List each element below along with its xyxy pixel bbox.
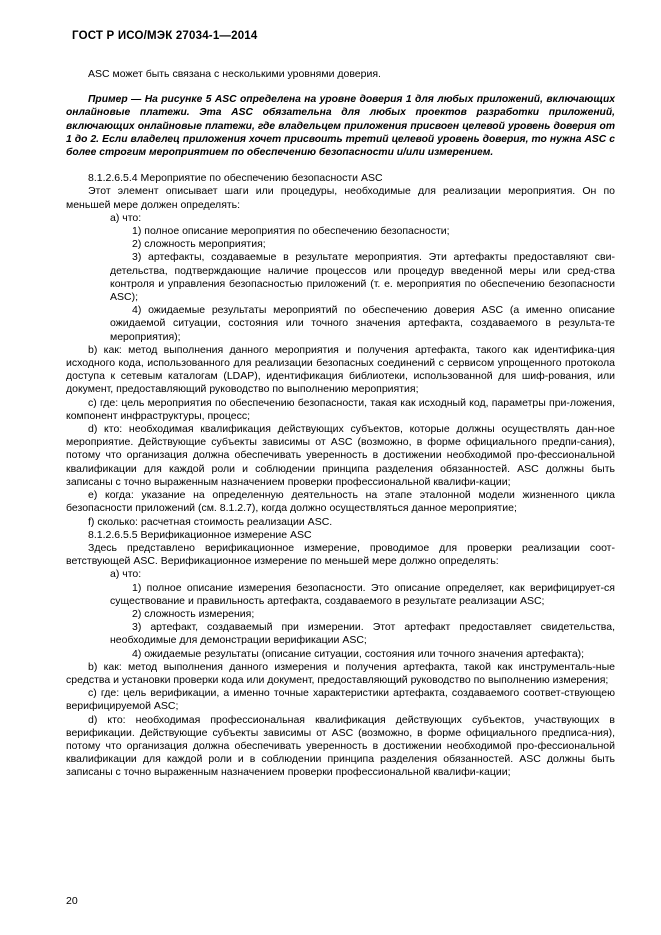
- list-item-s2-a-3: 3) артефакт, создаваемый при измерении. Этот артефакт предоставляет свидетельства, необходимые для демонстрации верификации ASC;: [110, 621, 615, 647]
- section-1-intro: Этот элемент описывает шаги или процедуры, необходимые для реализации мероприятия. Он по меньшей мере должен определять:: [66, 185, 615, 211]
- example-note: Пример — На рисунке 5 ASC определена на уровне доверия 1 для любых приложений, включающих онлайновые платежи. Эта ASC обязательна для любых проектов разработки приложений, включающих онлайновые платежи, где владельцем приложения присвоен целевой уровень доверия от 1 до 2. Если владелец приложения хочет присвоить третий целевой уровень доверия, то нужна ASC с более строгим мероприятием по обеспечению безопасности и/или измерением.: [66, 94, 615, 159]
- list-item-s1-a-4: 4) ожидаемые результаты мероприятий по обеспечению доверия ASC (а именно описание ожидаемой ситуации, состояния или точного значения артефакта, создаваемого в результа-те мероприятия);: [110, 304, 615, 343]
- list-item-s1-c: c) где: цель мероприятия по обеспечению безопасности, такая как исходный код, параметры при-ложения, компонент инфраструктуры, процесс;: [66, 396, 615, 422]
- list-item-s2-b: b) как: метод выполнения данного измерения и получения артефакта, такой как инструменталь-ные средства и установки проверки кода или документ, предоставляющий руководство по выполнению измерения;: [66, 660, 615, 686]
- list-item-s1-a-1: 1) полное описание мероприятия по обеспечению безопасности;: [132, 225, 450, 238]
- list-item-s1-d: d) кто: необходимая квалификация действующих субъектов, которые должны осуществлять дан-ное мероприятие. Действующие субъекты зависимы от ASC (возможно, в форме официального предпи-сания), потому что организация должна обеспечивать уверенность в достижении необходимой про-фессиональной квалификации для каждой роли и соблюдении принципа разделения обязанностей. ASC должны быть записаны с точно выраженным назначением проверки профессиональной квалифи-кации;: [66, 423, 615, 488]
- list-item-s1-a-2: 2) сложность мероприятия;: [132, 238, 266, 251]
- section-heading-8-1-2-6-5-4: 8.1.2.6.5.4 Мероприятие по обеспечению безопасности ASC: [88, 172, 383, 185]
- list-item-s1-f: f) сколько: расчетная стоимость реализации ASC.: [88, 515, 333, 528]
- list-item-s2-a: a) что:: [110, 568, 142, 581]
- list-item-s1-e: e) когда: указание на определенную деятельность на этапе эталонной модели жизненного цикла безопасности приложений (см. 8.1.2.7), когда должно осуществляться данное мероприятие;: [66, 489, 615, 515]
- page-number: 20: [66, 895, 78, 907]
- list-item-s2-c: c) где: цель верификации, а именно точные характеристики артефакта, создаваемого соответ-ствующею верифицируемой ASC;: [66, 687, 615, 713]
- list-item-s1-a: a) что:: [110, 211, 142, 224]
- page-title: ГОСТ Р ИСО/МЭК 27034-1—2014: [72, 30, 258, 42]
- list-item-s2-a-2: 2) сложность измерения;: [132, 607, 255, 620]
- document-body: [66, 68, 615, 780]
- list-item-s2-a-4: 4) ожидаемые результаты (описание ситуации, состояния или точного значения артефакта);: [132, 647, 585, 660]
- section-heading-8-1-2-6-5-5: 8.1.2.6.5.5 Верификационное измерение ASC: [88, 528, 312, 541]
- section-2-intro: Здесь представлено верификационное измерение, проводимое для проверки реализации соот-ветствующей ASC. Верификационное измерение по меньшей мере должно определять:: [66, 541, 615, 568]
- list-item-s2-a-1: 1) полное описание измерения безопасности. Это описание определяет, как верифицирует-ся существование и правильность артефакта, создаваемого в результате реализации ASC;: [110, 581, 615, 607]
- list-item-s1-b: b) как: метод выполнения данного мероприятия и получения артефакта, такого как идентифика-ция исходного кода, использованного для реализации безопасных соединений с сервисом упрощенного протокола доступа к сетевым каталогам (LDAP), идентификация библиотеки, использованной для шиф-рования, или документ, предоставляющий руководство по выполнению мероприятия;: [66, 343, 615, 396]
- list-item-s2-d: d) кто: необходимая профессиональная квалификация действующих субъектов, участвующих в верификации. Действующие субъекты зависимы от ASC (возможно, в форме официального предписа-ния), потому что организация должна обеспечивать уверенность в достижении необходимой про-фессиональной квалификации для каждой роли и в соблюдении принципа разделения обязанностей. ASC должны быть записаны с точно выраженным назначением проверки профессиональной квалифи-кации;: [66, 713, 615, 779]
- intro-paragraph: ASC может быть связана с несколькими уровнями доверия.: [88, 68, 381, 80]
- list-item-s1-a-3: 3) артефакты, создаваемые в результате мероприятия. Эти артефакты предоставляют сви-детельства, подтверждающие наличие процессов или процедур введенной меры или сред-ства контроля и управления безопасностью приложений (т. е. мероприятия по обеспечению безопасности ASC);: [110, 251, 615, 304]
